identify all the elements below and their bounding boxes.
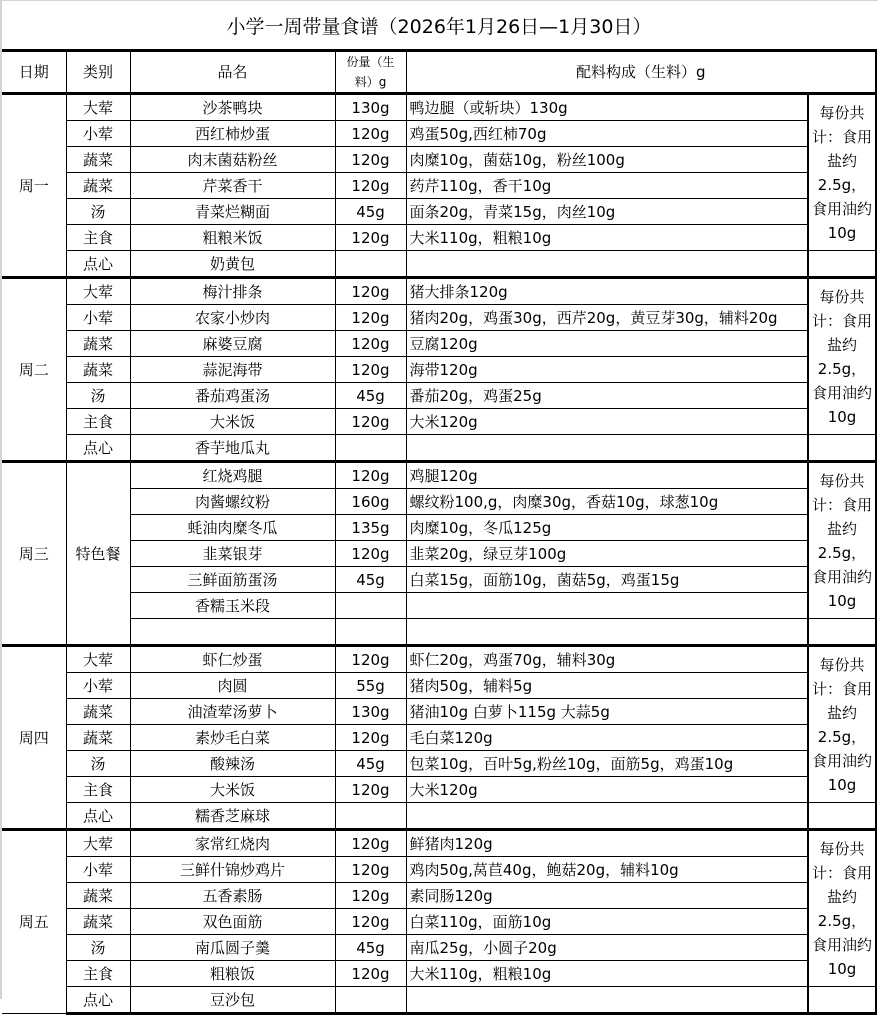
table-row [2, 278, 876, 305]
dish-name: 肉圆 [130, 673, 335, 699]
portion-value: 120g [335, 121, 406, 147]
portion-value [335, 619, 406, 646]
portion-value: 45g [335, 935, 406, 961]
table-row [2, 94, 876, 121]
dish-name: 虾仁炒蛋 [130, 646, 335, 673]
ingredients-cell [406, 435, 808, 462]
category-cell: 蔬菜 [66, 909, 130, 935]
category-cell: 点心 [66, 435, 130, 462]
portion-value: 120g [335, 409, 406, 435]
portion-value: 120g [335, 725, 406, 751]
day-label: 周五 [2, 830, 66, 1014]
day-label: 周二 [2, 278, 66, 462]
ingredients-cell: 猪肉20g，鸡蛋30g，西芹20g，黄豆芽30g，辅料20g [406, 305, 808, 331]
portion-value: 160g [335, 489, 406, 515]
portion-value: 45g [335, 567, 406, 593]
category-cell: 大荤 [66, 646, 130, 673]
dish-name: 豆沙包 [130, 987, 335, 1014]
category-cell: 小荤 [66, 673, 130, 699]
dish-name: 素炒毛白菜 [130, 725, 335, 751]
table-row [2, 883, 876, 909]
table-row [2, 251, 876, 278]
table-row [2, 619, 876, 646]
note-blank-cell [808, 251, 876, 278]
category-cell: 小荤 [66, 121, 130, 147]
dish-name: 大米饭 [130, 777, 335, 803]
table-row [2, 409, 876, 435]
portion-value: 135g [335, 515, 406, 541]
nutrition-note: 每份共计：食用盐约2.5g，食用油约10g [808, 830, 876, 987]
portion-value [335, 987, 406, 1014]
table-row [2, 541, 876, 567]
day-label: 周四 [2, 646, 66, 830]
category-cell: 蔬菜 [66, 725, 130, 751]
ingredients-cell: 鲜猪肉120g [406, 830, 808, 857]
table-row [2, 305, 876, 331]
portion-value: 120g [335, 541, 406, 567]
ingredients-cell: 猪大排条120g [406, 278, 808, 305]
ingredients-cell: 南瓜25g，小圆子20g [406, 935, 808, 961]
ingredients-cell: 螺纹粉100,g，肉糜30g，香菇10g，球葱10g [406, 489, 808, 515]
portion-value: 45g [335, 199, 406, 225]
category-cell: 蔬菜 [66, 331, 130, 357]
portion-value: 120g [335, 173, 406, 199]
category-cell: 特色餐 [66, 462, 130, 646]
ingredients-cell: 药芹110g，香干10g [406, 173, 808, 199]
table-row [2, 515, 876, 541]
ingredients-cell: 豆腐120g [406, 331, 808, 357]
ingredients-cell: 大米110g，粗粮10g [406, 225, 808, 251]
portion-value: 120g [335, 278, 406, 305]
ingredients-cell: 大米110g，粗粮10g [406, 961, 808, 987]
table-row [2, 803, 876, 830]
table-row [2, 961, 876, 987]
ingredients-cell [406, 803, 808, 830]
dish-name: 韭菜银芽 [130, 541, 335, 567]
ingredients-cell [406, 251, 808, 278]
portion-value: 130g [335, 94, 406, 121]
table-row [2, 777, 876, 803]
portion-value: 120g [335, 777, 406, 803]
dish-name: 香芋地瓜丸 [130, 435, 335, 462]
portion-value: 120g [335, 830, 406, 857]
table-row [2, 909, 876, 935]
header-row [2, 51, 876, 94]
dish-name: 梅汁排条 [130, 278, 335, 305]
ingredients-cell: 鸭边腿（或斩块）130g [406, 94, 808, 121]
dish-name: 家常红烧肉 [130, 830, 335, 857]
ingredients-cell: 面条20g，青菜15g，肉丝10g [406, 199, 808, 225]
table-row [2, 489, 876, 515]
portion-value: 120g [335, 883, 406, 909]
category-cell: 汤 [66, 935, 130, 961]
dish-name: 沙茶鸭块 [130, 94, 335, 121]
dish-name: 三鲜什锦炒鸡片 [130, 857, 335, 883]
dish-name: 肉末菌菇粉丝 [130, 147, 335, 173]
table-row [2, 987, 876, 1014]
category-cell: 大荤 [66, 278, 130, 305]
table-row [2, 857, 876, 883]
dish-name: 农家小炒肉 [130, 305, 335, 331]
ingredients-cell: 番茄20g，鸡蛋25g [406, 383, 808, 409]
table-row [2, 225, 876, 251]
portion-value [335, 435, 406, 462]
category-cell: 点心 [66, 987, 130, 1014]
header-date: 日期 [2, 51, 66, 94]
table-row [2, 173, 876, 199]
ingredients-cell: 包菜10g，百叶5g,粉丝10g，面筋5g，鸡蛋10g [406, 751, 808, 777]
ingredients-cell: 猪油10g 白萝卜115g 大蒜5g [406, 699, 808, 725]
nutrition-note: 每份共计：食用盐约2.5g，食用油约10g [808, 462, 876, 619]
category-cell: 主食 [66, 225, 130, 251]
ingredients-cell [406, 619, 808, 646]
note-blank-cell [808, 619, 876, 646]
table-row [2, 935, 876, 961]
table-row [2, 199, 876, 225]
table-row [2, 567, 876, 593]
header-portion: 份量（生料）g [335, 51, 406, 94]
portion-value: 55g [335, 673, 406, 699]
nutrition-note: 每份共计：食用盐约2.5g，食用油约10g [808, 646, 876, 803]
portion-value: 130g [335, 699, 406, 725]
table-row [2, 830, 876, 857]
category-cell: 点心 [66, 803, 130, 830]
portion-value: 120g [335, 331, 406, 357]
portion-value: 120g [335, 357, 406, 383]
table-row [2, 357, 876, 383]
ingredients-cell: 鸡肉50g,莴苣40g，鲍菇20g，辅料10g [406, 857, 808, 883]
table-row [2, 593, 876, 619]
ingredients-cell [406, 593, 808, 619]
category-cell: 小荤 [66, 857, 130, 883]
dish-name: 麻婆豆腐 [130, 331, 335, 357]
dish-name: 油渣荤汤萝卜 [130, 699, 335, 725]
category-cell: 主食 [66, 409, 130, 435]
portion-value [335, 593, 406, 619]
dish-name: 三鲜面筋蛋汤 [130, 567, 335, 593]
category-cell: 蔬菜 [66, 883, 130, 909]
ingredients-cell: 虾仁20g，鸡蛋70g，辅料30g [406, 646, 808, 673]
ingredients-cell: 肉糜10g，菌菇10g，粉丝100g [406, 147, 808, 173]
dish-name: 蚝油肉糜冬瓜 [130, 515, 335, 541]
ingredients-cell: 肉糜10g，冬瓜125g [406, 515, 808, 541]
dish-name: 香糯玉米段 [130, 593, 335, 619]
note-blank-cell [808, 435, 876, 462]
table-row [2, 147, 876, 173]
ingredients-cell: 鸡腿120g [406, 462, 808, 489]
portion-value [335, 251, 406, 278]
dish-name [130, 619, 335, 646]
dish-name: 南瓜圆子羹 [130, 935, 335, 961]
dish-name: 糯香芝麻球 [130, 803, 335, 830]
table-row [2, 383, 876, 409]
category-cell: 点心 [66, 251, 130, 278]
ingredients-cell [406, 987, 808, 1014]
category-cell: 汤 [66, 751, 130, 777]
day-label: 周三 [2, 462, 66, 646]
portion-value: 120g [335, 147, 406, 173]
portion-value: 120g [335, 646, 406, 673]
ingredients-cell: 毛白菜120g [406, 725, 808, 751]
portion-value: 120g [335, 909, 406, 935]
dish-name: 西红柿炒蛋 [130, 121, 335, 147]
ingredients-cell: 大米120g [406, 777, 808, 803]
day-label: 周一 [2, 94, 66, 278]
header-ingredients: 配料构成（生料）g [406, 51, 876, 94]
portion-value: 120g [335, 225, 406, 251]
dish-name: 酸辣汤 [130, 751, 335, 777]
portion-value: 45g [335, 751, 406, 777]
category-cell: 汤 [66, 199, 130, 225]
dish-name: 芹菜香干 [130, 173, 335, 199]
table-row [2, 435, 876, 462]
ingredients-cell: 白菜110g，面筋10g [406, 909, 808, 935]
table-row [2, 673, 876, 699]
ingredients-cell: 猪肉50g，辅料5g [406, 673, 808, 699]
page-title: 小学一周带量食谱（2026年1月26日—1月30日） [226, 15, 652, 38]
table-row [2, 462, 876, 489]
portion-value: 45g [335, 383, 406, 409]
nutrition-note: 每份共计：食用盐约2.5g，食用油约10g [808, 278, 876, 435]
table-row [2, 725, 876, 751]
ingredients-cell: 素同肠120g [406, 883, 808, 909]
ingredients-cell: 白菜15g，面筋10g，菌菇5g，鸡蛋15g [406, 567, 808, 593]
dish-name: 粗粮米饭 [130, 225, 335, 251]
note-blank-cell [808, 987, 876, 1014]
category-cell: 蔬菜 [66, 147, 130, 173]
header-category: 类别 [66, 51, 130, 94]
category-cell: 蔬菜 [66, 357, 130, 383]
ingredients-cell: 海带120g [406, 357, 808, 383]
menu-table [2, 49, 877, 1015]
dish-name: 肉酱螺纹粉 [130, 489, 335, 515]
table-row [2, 331, 876, 357]
category-cell: 主食 [66, 777, 130, 803]
portion-value: 120g [335, 462, 406, 489]
category-cell: 蔬菜 [66, 699, 130, 725]
nutrition-note: 每份共计：食用盐约2.5g，食用油约10g [808, 94, 876, 251]
dish-name: 双色面筋 [130, 909, 335, 935]
table-row [2, 699, 876, 725]
table-row [2, 751, 876, 777]
category-cell: 汤 [66, 383, 130, 409]
table-row [2, 646, 876, 673]
dish-name: 大米饭 [130, 409, 335, 435]
category-cell: 小荤 [66, 305, 130, 331]
header-dish: 品名 [130, 51, 335, 94]
ingredients-cell: 鸡蛋50g,西红柿70g [406, 121, 808, 147]
dish-name: 蒜泥海带 [130, 357, 335, 383]
dish-name: 红烧鸡腿 [130, 462, 335, 489]
category-cell: 大荤 [66, 94, 130, 121]
category-cell: 蔬菜 [66, 173, 130, 199]
dish-name: 青菜烂糊面 [130, 199, 335, 225]
table-row [2, 121, 876, 147]
note-blank-cell [808, 803, 876, 830]
portion-value: 120g [335, 857, 406, 883]
portion-value: 120g [335, 961, 406, 987]
dish-name: 番茄鸡蛋汤 [130, 383, 335, 409]
dish-name: 五香素肠 [130, 883, 335, 909]
dish-name: 奶黄包 [130, 251, 335, 278]
ingredients-cell: 大米120g [406, 409, 808, 435]
ingredients-cell: 韭菜20g，绿豆芽100g [406, 541, 808, 567]
category-cell: 大荤 [66, 830, 130, 857]
dish-name: 粗粮饭 [130, 961, 335, 987]
category-cell: 主食 [66, 961, 130, 987]
portion-value: 120g [335, 305, 406, 331]
portion-value [335, 803, 406, 830]
